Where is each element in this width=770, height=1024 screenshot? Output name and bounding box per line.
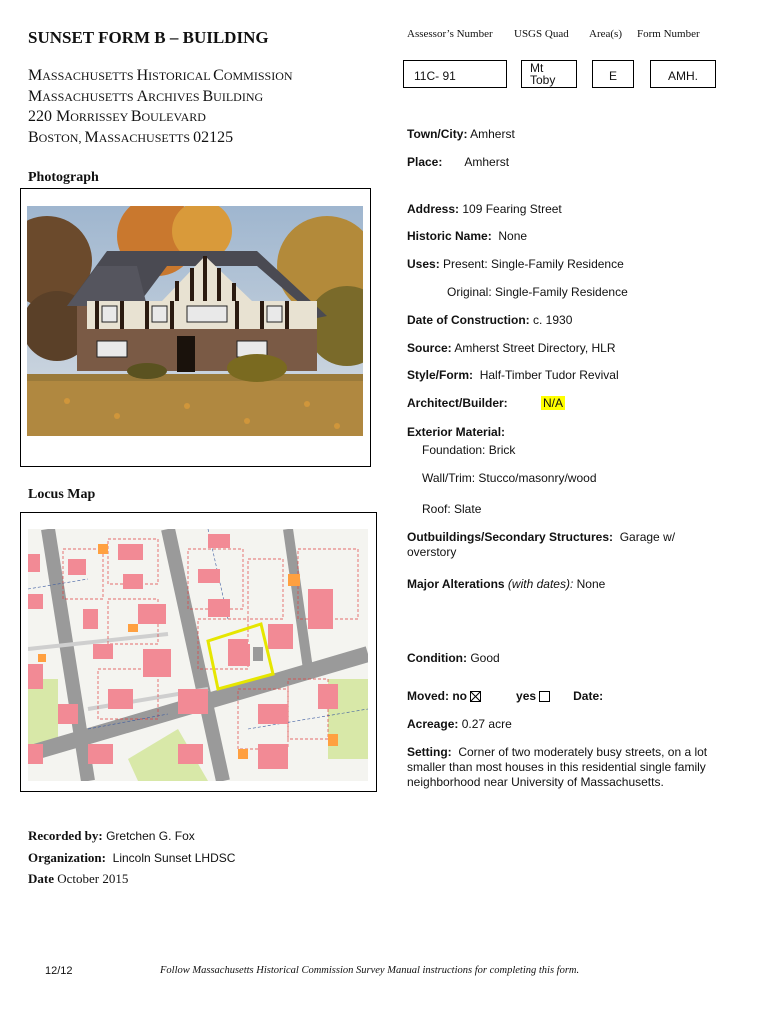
photograph-frame [20,188,371,467]
uses-original-value: Original: Single-Family Residence [447,285,628,299]
setting-value-3: neighborhood near University of Massachusetts. [407,775,664,789]
form-number-box[interactable] [650,60,716,88]
setting-value-2: smaller than most houses in this residential single family [407,760,706,774]
town-value: Amherst [470,127,515,141]
commission-address [28,66,293,148]
assessor-number-box[interactable] [403,60,507,88]
acreage-field: Acreage: 0.27 acre [407,717,512,731]
moved-field: Moved: no yes Date: [407,689,604,703]
form-number-label: Form Number [637,28,700,40]
organization-field: Organization: Lincoln Sunset LHDSC [28,850,236,865]
wall-trim-value: Wall/Trim: Stucco/masonry/wood [422,471,597,485]
locus-map-frame [20,512,377,792]
commission-line-4: BOSTON, MASSACHUSETTS 02125 [28,128,234,146]
footer-note: Follow Massachusetts Historical Commission Survey Manual instructions for completing this form. [160,965,580,976]
place-value: Amherst [464,155,510,169]
moved-yes-checkbox[interactable] [539,691,550,702]
source-field: Source: Amherst Street Directory, HLR [407,341,616,355]
historic-name-value: None [498,229,528,243]
outbuildings-value: Garage w/ [619,530,676,544]
alterations-value: None [576,577,606,591]
locus-map-heading: Locus Map [28,487,96,502]
assessor-number-label: Assessor’s Number [407,28,493,40]
style-form-value: Half-Timber Tudor Revival [479,368,619,382]
form-number-value: AMH. [668,69,698,83]
historic-name-field: Historic Name: None [407,229,528,243]
locus-map [28,529,368,781]
condition-value: Good [470,651,500,665]
outbuildings-field: Outbuildings/Secondary Structures: Garage w/ overstory [407,530,676,559]
exterior-material-label: Exterior Material: [407,425,506,439]
outbuildings-value-2: overstory [407,545,457,559]
town-field: Town/City: Amherst [407,127,515,141]
page-number: 12/12 [45,965,73,977]
commission-line-1: MASSACHUSETTS HISTORICAL COMMISSION [28,67,293,84]
photograph-heading: Photograph [28,170,99,185]
style-form-field: Style/Form: Half-Timber Tudor Revival [407,368,619,382]
recorded-by-value: Gretchen G. Fox [106,829,195,843]
alterations-field: Major Alterations (with dates): None [407,577,606,591]
uses-field: Uses: Present: Single-Family Residence [407,257,624,271]
architect-field: Architect/Builder: [407,396,508,410]
date-value: October 2015 [57,871,129,886]
roof-value: Roof: Slate [422,502,482,516]
areas-value: E [608,69,617,83]
acreage-value: 0.27 acre [461,717,512,731]
organization-value: Lincoln Sunset LHDSC [112,851,236,865]
source-value: Amherst Street Directory, HLR [454,341,616,355]
usgs-quad-label: USGS Quad [514,28,569,40]
foundation-value: Foundation: Brick [422,443,516,457]
address-value: 109 Fearing Street [462,202,562,216]
moved-no-checkbox[interactable] [470,691,481,702]
condition-field: Condition: Good [407,651,500,665]
date-of-construction-field: Date of Construction: c. 1930 [407,313,573,327]
form-title: SUNSET FORM B – BUILDING [28,28,269,47]
address-field: Address: 109 Fearing Street [407,202,562,216]
areas-box[interactable] [592,60,634,88]
usgs-quad-value-1: Mt [530,61,544,75]
commission-line-3: 220 MORRISSEY BOULEVARD [28,108,206,125]
date-of-construction-value: c. 1930 [533,313,573,327]
uses-present-value: Present: Single-Family Residence [443,257,624,271]
setting-field: Setting: Corner of two moderately busy streets, on a lot smaller than most houses in this residential single family neighborhood near University of Massachusetts. [407,745,747,790]
usgs-quad-box[interactable] [521,60,577,88]
architect-value: N/A [543,396,564,410]
place-field: Place: Amherst [407,155,510,169]
house-photograph [27,206,363,436]
usgs-quad-value-2: Toby [530,73,556,87]
setting-value: Corner of two moderately busy streets, on a lot [458,745,708,759]
commission-line-2: MASSACHUSETTS ARCHIVES BUILDING [28,87,264,105]
areas-label: Area(s) [589,28,622,40]
assessor-number-value: 11C- 91 [414,69,456,83]
recorded-by-field: Recorded by: Gretchen G. Fox [28,828,195,843]
date-field: Date October 2015 [28,871,129,886]
